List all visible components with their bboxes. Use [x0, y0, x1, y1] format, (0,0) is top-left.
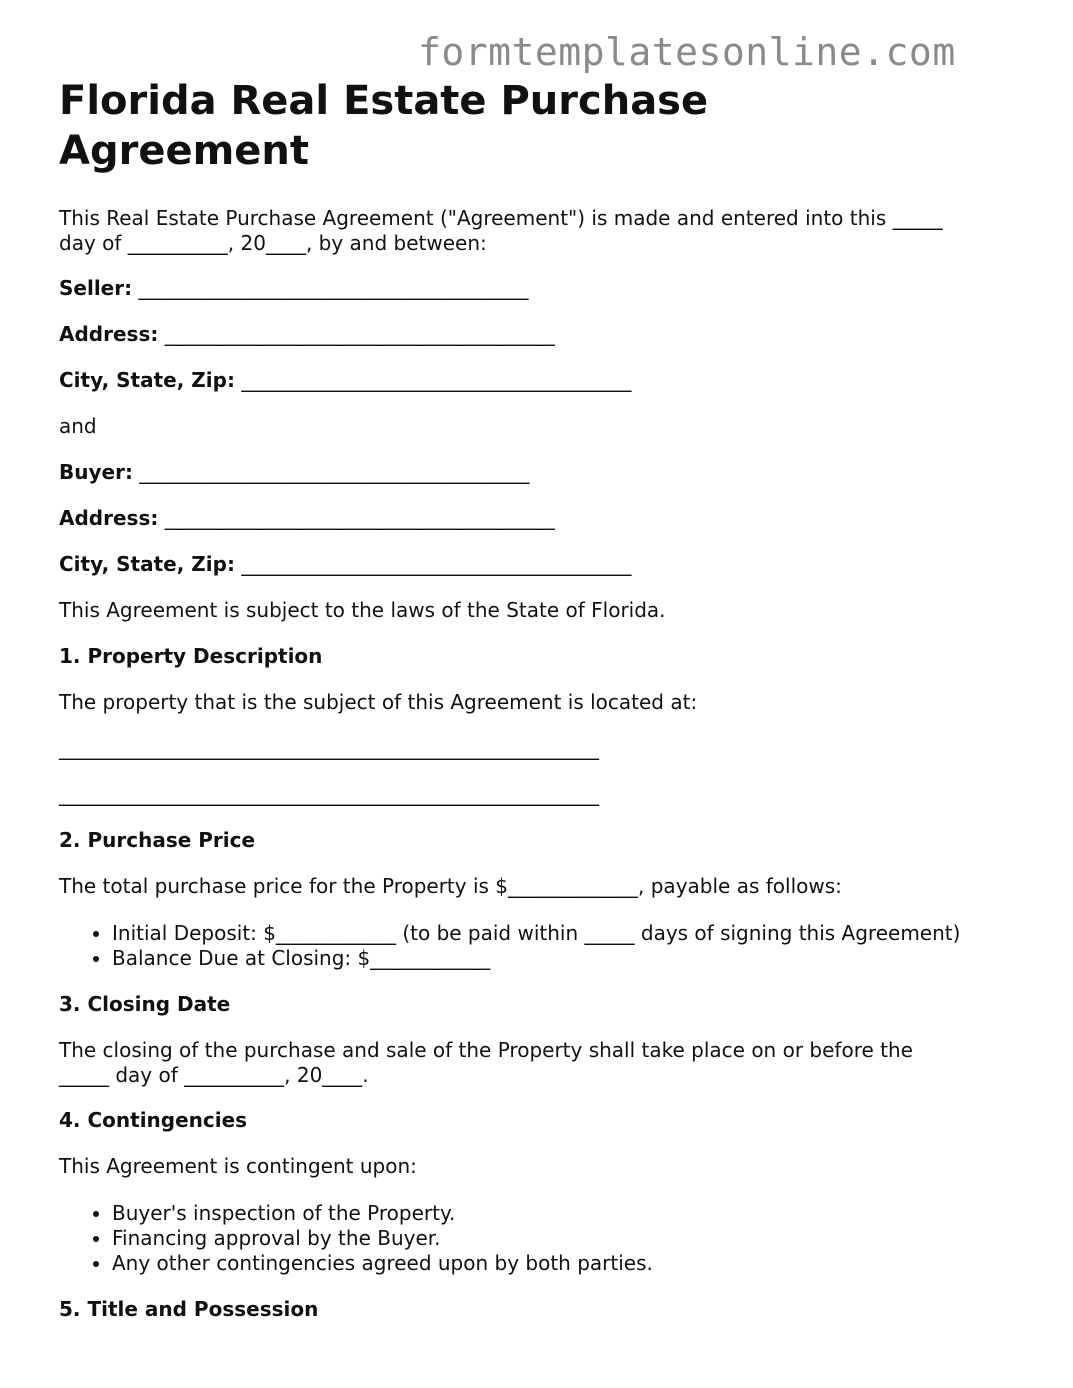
- title-line-1: Florida Real Estate Purchase: [59, 78, 709, 124]
- list-item: • Financing approval by the Buyer.: [112, 1226, 653, 1251]
- purchase-price-heading: 2. Purchase Price: [59, 828, 256, 852]
- document-title: [59, 76, 819, 176]
- seller-name-blank[interactable]: _______________________________________: [138, 276, 529, 300]
- buyer-city-state-zip-label: City, State, Zip:: [59, 552, 235, 576]
- seller-city-state-zip-row: [59, 368, 631, 393]
- buyer-name-label: Buyer:: [59, 460, 133, 484]
- property-address-blank-2[interactable]: ______________________________________________________: [59, 782, 599, 806]
- payment-terms-list: [59, 921, 960, 971]
- closing-date-line-1: The closing of the purchase and sale of the Property shall take place on or before the: [59, 1038, 913, 1062]
- buyer-address-row: [59, 506, 555, 531]
- buyer-city-state-zip-blank[interactable]: _______________________________________: [241, 552, 632, 576]
- list-item: • Balance Due at Closing: $____________: [112, 946, 960, 971]
- seller-address-label: Address:: [59, 322, 159, 346]
- contingencies-heading: 4. Contingencies: [59, 1108, 248, 1132]
- contingencies-text: This Agreement is contingent upon:: [59, 1154, 417, 1178]
- seller-address-row: [59, 322, 555, 347]
- purchase-price-text: The total purchase price for the Property is $_____________, payable as follows:: [59, 874, 842, 898]
- buyer-address-label: Address:: [59, 506, 159, 530]
- title-line-2: Agreement: [59, 128, 309, 174]
- list-item: • Buyer's inspection of the Property.: [112, 1201, 653, 1226]
- intro-line-2: day of __________, 20____, by and between:: [59, 231, 487, 255]
- seller-name-row: [59, 276, 528, 301]
- closing-date-heading: 3. Closing Date: [59, 992, 231, 1016]
- list-item: • Initial Deposit: $____________ (to be paid within _____ days of signing this Agreement): [112, 921, 960, 946]
- buyer-name-blank[interactable]: _______________________________________: [139, 460, 530, 484]
- and-text: and: [59, 414, 97, 438]
- intro-paragraph: [59, 206, 943, 256]
- governing-law-text: This Agreement is subject to the laws of the State of Florida.: [59, 598, 666, 622]
- list-item: • Any other contingencies agreed upon by both parties.: [112, 1251, 653, 1276]
- seller-address-blank[interactable]: _______________________________________: [164, 322, 555, 346]
- buyer-city-state-zip-row: [59, 552, 631, 577]
- property-description-heading: 1. Property Description: [59, 644, 323, 668]
- contingencies-list: [59, 1201, 653, 1276]
- closing-date-line-2: _____ day of __________, 20____.: [59, 1063, 369, 1087]
- intro-line-1: This Real Estate Purchase Agreement ("Agreement") is made and entered into this _____: [59, 206, 943, 230]
- property-description-text: The property that is the subject of this Agreement is located at:: [59, 690, 698, 714]
- seller-city-state-zip-blank[interactable]: _______________________________________: [241, 368, 632, 392]
- buyer-name-row: [59, 460, 529, 485]
- title-possession-heading: 5. Title and Possession: [59, 1297, 319, 1321]
- seller-city-state-zip-label: City, State, Zip:: [59, 368, 235, 392]
- watermark: formtemplatesonline.com: [418, 30, 956, 74]
- closing-date-paragraph: [59, 1038, 913, 1088]
- buyer-address-blank[interactable]: _______________________________________: [164, 506, 555, 530]
- seller-name-label: Seller:: [59, 276, 133, 300]
- property-address-blank-1[interactable]: ______________________________________________________: [59, 736, 599, 760]
